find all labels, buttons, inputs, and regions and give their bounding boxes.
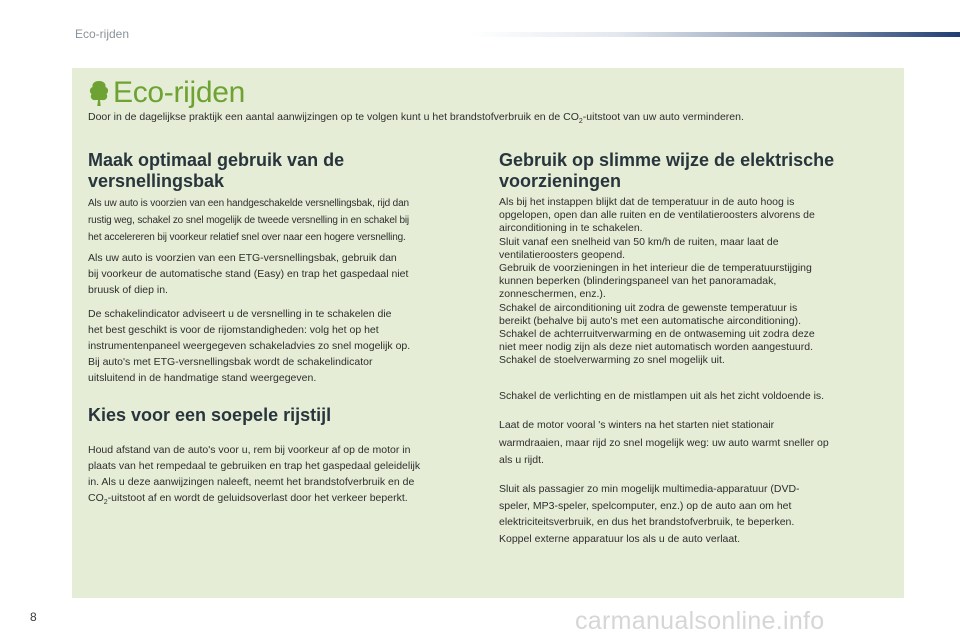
- intro-text-part-1: Door in de dagelijkse praktijk een aantal aanwijzingen op te volgen kunt u het brandstofverbruik en de CO: [88, 111, 579, 123]
- text-line: bruusk of diep in.: [88, 284, 168, 296]
- text-line: Als bij het instappen blijkt dat de temperatuur in de auto hoog is: [499, 196, 795, 208]
- text-line: als u rijdt.: [499, 454, 544, 466]
- text-line: Sluit als passagier zo min mogelijk multimedia-apparatuur (DVD-: [499, 483, 800, 495]
- text-line: het accelereren bij voorkeur relatief snel over naar een hogere versnelling.: [88, 232, 406, 243]
- text-line: Sluit vanaf een snelheid van 50 km/h de ruiten, maar laat de: [499, 235, 779, 248]
- section-header-title: Eco-rijden: [75, 27, 130, 41]
- co2-text: CO: [88, 492, 104, 504]
- text-line: niet meer nodig zijn als deze niet automatisch worden aangestuurd.: [499, 341, 814, 354]
- text-line: Als uw auto is voorzien van een ETG-versnellingsbak, gebruik dan: [88, 252, 397, 264]
- text-line: bij voorkeur de automatische stand (Easy) en trap het gaspedaal niet: [88, 268, 409, 280]
- text-line: bereikt (behalve bij auto's met een automatische airconditioning).: [499, 314, 802, 327]
- text-line: instrumentenpaneel weergegeven schakeladvies zo snel mogelijk op.: [88, 340, 411, 352]
- text-line: plaats van het rempedaal te gebruiken en trap het gaspedaal geleidelijk: [88, 460, 421, 472]
- text-line: elektriciteitsverbruik, en dus het brandstofverbruik, te beperken.: [499, 516, 795, 528]
- gearbox-heading: [88, 150, 478, 192]
- text-line: Schakel de stoelverwarming zo snel mogelijk uit.: [499, 354, 725, 367]
- gearbox-heading-line: versnellingsbak: [88, 171, 225, 191]
- page-number: 8: [30, 610, 37, 624]
- page-title: Eco-rijden: [113, 76, 246, 109]
- text-line: rustig weg, schakel zo snel mogelijk de tweede versnelling in en schakel bij: [88, 215, 409, 226]
- electrical-paragraph-climate: [499, 196, 889, 368]
- text-line: ventilatieroosters geopend.: [499, 248, 626, 261]
- gearbox-paragraph-etg: [88, 250, 478, 298]
- leaf-tree-icon: [88, 79, 110, 107]
- text-line: speler, MP3-speler, spelcomputer, enz.) op de auto aan om het: [499, 499, 792, 512]
- text-line: kunnen beperken (blinderingspaneel van het panoramadak,: [499, 275, 777, 288]
- text-line: Schakel de verlichting en de mistlampen uit als het zicht voldoende is.: [499, 390, 825, 402]
- text-line: Schakel de airconditioning uit zodra de gewenste temperatuur is: [499, 301, 798, 314]
- electrical-heading-line: voorzieningen: [499, 171, 622, 191]
- gearbox-paragraph-shift-indicator: [88, 306, 483, 386]
- text-line: het best geschikt is voor de rijomstandigheden: volg het op het: [88, 324, 379, 336]
- co2-subscript: 2: [103, 499, 108, 507]
- electrical-paragraph-lights: [499, 389, 889, 403]
- gearbox-heading-line: Maak optimaal gebruik van de: [88, 150, 345, 170]
- text-line: De schakelindicator adviseert u de versnelling in te schakelen die: [88, 308, 392, 320]
- co2-subscript: 2: [578, 118, 583, 126]
- electrical-paragraph-warmup: [499, 417, 894, 470]
- text-line: Schakel de achterruitverwarming en de ontwaseming uit zodra deze: [499, 328, 815, 341]
- text-line: Bij auto's met ETG-versnellingsbak wordt de schakelindicator: [88, 356, 373, 368]
- text-line: Gebruik de voorzieningen in het interieur die de temperatuurstijging: [499, 262, 812, 275]
- text-line: Laat de motor vooral 's winters na het starten niet stationair: [499, 419, 775, 431]
- driving-style-heading: Kies voor een soepele rijstijl: [88, 405, 332, 425]
- text-line: Houd afstand van de auto's voor u, rem bij voorkeur af op de motor in: [88, 444, 411, 456]
- text-line: zonneschermen, enz.).: [499, 288, 606, 301]
- text-line: opgelopen, open dan alle ruiten en de ventilatieroosters alvorens de: [499, 209, 815, 222]
- intro-text-part-2: -uitstoot van uw auto verminderen.: [582, 111, 744, 123]
- text-line: Als uw auto is voorzien van een handgeschakelde versnellingsbak, rijd dan: [88, 198, 409, 209]
- text-line: airconditioning in te schakelen.: [499, 222, 643, 235]
- text-line: in. Als u deze aanwijzingen naleeft, neemt het brandstofverbruik en de: [88, 476, 415, 488]
- text-line: uitsluitend in de handmatige stand weergegeven.: [88, 372, 317, 384]
- electrical-paragraph-multimedia: [499, 481, 889, 547]
- intro-text: [88, 110, 888, 129]
- driving-style-paragraph: [88, 442, 488, 511]
- gearbox-paragraph-manual: [88, 195, 488, 246]
- electrical-heading-line: Gebruik op slimme wijze de elektrische: [499, 150, 835, 170]
- co2-text-rest: -uitstoot af en wordt de geluidsoverlast door het verkeer beperkt.: [107, 492, 408, 504]
- text-line: warmdraaien, maar rijd zo snel mogelijk weg: uw auto warmt sneller op: [499, 436, 829, 449]
- text-line: [88, 490, 488, 511]
- electrical-heading: [499, 150, 889, 192]
- text-line: Koppel externe apparatuur los als u de auto verlaat.: [499, 532, 741, 545]
- watermark-text: carmanualsonline.info: [575, 607, 825, 635]
- header-gradient-bar: [470, 32, 960, 37]
